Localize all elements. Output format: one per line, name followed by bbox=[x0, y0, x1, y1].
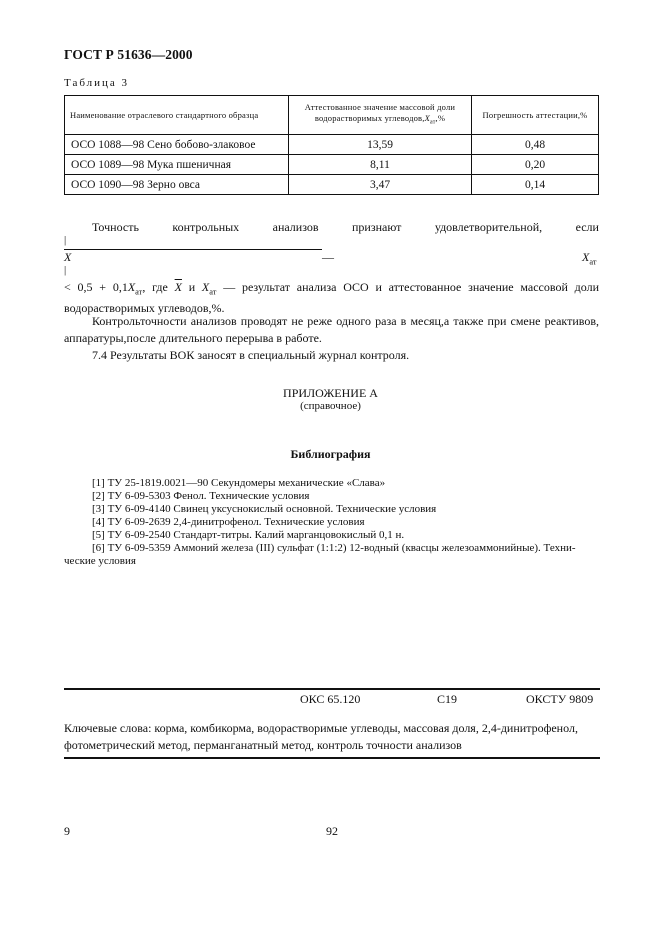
condition-var: X bbox=[127, 280, 136, 294]
word: контрольных bbox=[172, 220, 240, 234]
bibliography-title: Библиография bbox=[290, 447, 371, 461]
header-value-line2: водорастворимых углеводов, bbox=[314, 112, 425, 123]
table-caption: Таблица 3 bbox=[64, 77, 130, 89]
condition-where: , где bbox=[142, 280, 175, 294]
word: если bbox=[575, 220, 599, 234]
word: Точность bbox=[92, 220, 139, 234]
formula-x-at-sub: ат bbox=[589, 257, 597, 267]
bibliography-item: [6] ТУ 6-09-5359 Аммоний железа (III) сульфат (1:1:2) 12-водный (квасцы железоаммонийные). Техни- bbox=[92, 542, 576, 554]
accuracy-paragraph-line1 bbox=[64, 220, 599, 235]
cell-certification-error: 0,14 bbox=[472, 175, 599, 195]
cell-certified-value: 13,59 bbox=[289, 135, 472, 155]
appendix-title: ПРИЛОЖЕНИЕ А bbox=[283, 386, 378, 400]
formula-x-at bbox=[582, 250, 597, 266]
page-number-left: 9 bbox=[64, 824, 70, 838]
bibliography-item: [4] ТУ 6-09-2639 2,4-динитрофенол. Технические условия bbox=[92, 516, 365, 528]
formula-x: X bbox=[64, 250, 72, 264]
table-row bbox=[65, 175, 599, 195]
appendix-subtitle: (справочное) bbox=[300, 400, 361, 412]
oks-code: ОКС 65.120 bbox=[300, 692, 361, 706]
accuracy-condition bbox=[64, 279, 599, 317]
condition-prefix: < 0,5 + 0,1 bbox=[64, 280, 128, 294]
header-value-suffix: ,% bbox=[435, 112, 446, 123]
bibliography-list bbox=[64, 477, 604, 568]
control-paragraph: Контрольточности анализов проводят не реже одного раза в месяц,а также при смене реактивов, аппаратуры,после длительного перерыва в работе. bbox=[64, 314, 599, 345]
header-certified-value bbox=[289, 96, 472, 135]
where-x-at-sub: ат bbox=[209, 287, 217, 297]
cell-certified-value: 3,47 bbox=[289, 175, 472, 195]
page-number-center: 92 bbox=[326, 824, 338, 838]
classifier-code: С19 bbox=[437, 692, 458, 706]
bibliography-item: [2] ТУ 6-09-5303 Фенол. Технические условия bbox=[92, 490, 310, 502]
table-row bbox=[65, 155, 599, 175]
keywords: Ключевые слова: корма, комбикорма, водорастворимые углеводы, массовая доля, 2,4-динитрофенол, фотометрический метод, перманганатный метод, контроль точности анализов bbox=[64, 721, 578, 752]
where-x-at: X bbox=[201, 280, 210, 294]
cell-sample-name: ОСО 1090—98 Зерно овса bbox=[65, 175, 289, 195]
abs-bar-bottom: | bbox=[64, 264, 67, 276]
document-header: ГОСТ Р 51636—2000 bbox=[64, 47, 193, 62]
reference-samples-table bbox=[64, 95, 599, 195]
cell-sample-name: ОСО 1088—98 Сено бобово-злаковое bbox=[65, 135, 289, 155]
where-and: и bbox=[181, 280, 202, 294]
cell-certified-value: 8,11 bbox=[289, 155, 472, 175]
word: удовлетворительной, bbox=[434, 220, 543, 234]
word: признают bbox=[352, 220, 402, 234]
appendix-heading bbox=[0, 387, 661, 413]
top-rule bbox=[64, 688, 600, 690]
table-row bbox=[65, 135, 599, 155]
condition-sub: ат bbox=[135, 287, 143, 297]
header-sample-name: Наименование отраслевого стандартного образца bbox=[65, 96, 289, 135]
bibliography-item: [5] ТУ 6-09-2540 Стандарт-титры. Калий марганцовокислый 0,1 н. bbox=[92, 529, 405, 541]
bibliography-item: [1] ТУ 25-1819.0021—90 Секундомеры механические «Слава» bbox=[92, 477, 386, 489]
bibliography-item-continuation: ческие условия bbox=[64, 555, 136, 567]
condition-rest: — результат анализа ОСО и аттестованное значение массовой доли водорастворимых углеводов,%. bbox=[64, 280, 600, 316]
formula-overline bbox=[64, 249, 322, 250]
header-value-var: X bbox=[424, 112, 431, 123]
formula-dash: — bbox=[322, 250, 334, 264]
bottom-rule bbox=[64, 757, 600, 759]
bibliography-item: [3] ТУ 6-09-4140 Свинец уксуснокислый основной. Технические условия bbox=[92, 503, 437, 515]
table-header-row bbox=[65, 96, 599, 135]
header-certification-error: Погрешность аттестации,% bbox=[472, 96, 599, 135]
where-x-mean: $\overline{X}$ bbox=[174, 280, 182, 294]
header-value-line1: Аттестованное значение массовой доли bbox=[304, 101, 456, 112]
okstu-code: ОКСТУ 9809 bbox=[526, 692, 594, 706]
header-value-sub: ат bbox=[430, 119, 436, 126]
cell-certification-error: 0,20 bbox=[472, 155, 599, 175]
section-7-4: 7.4 Результаты ВОК заносят в специальный журнал контроля. bbox=[92, 348, 410, 362]
cell-sample-name: ОСО 1089—98 Мука пшеничная bbox=[65, 155, 289, 175]
formula-x-at-var: X bbox=[582, 250, 590, 264]
word: анализов bbox=[272, 220, 319, 234]
abs-bar-top: | bbox=[64, 234, 67, 246]
cell-certification-error: 0,48 bbox=[472, 135, 599, 155]
